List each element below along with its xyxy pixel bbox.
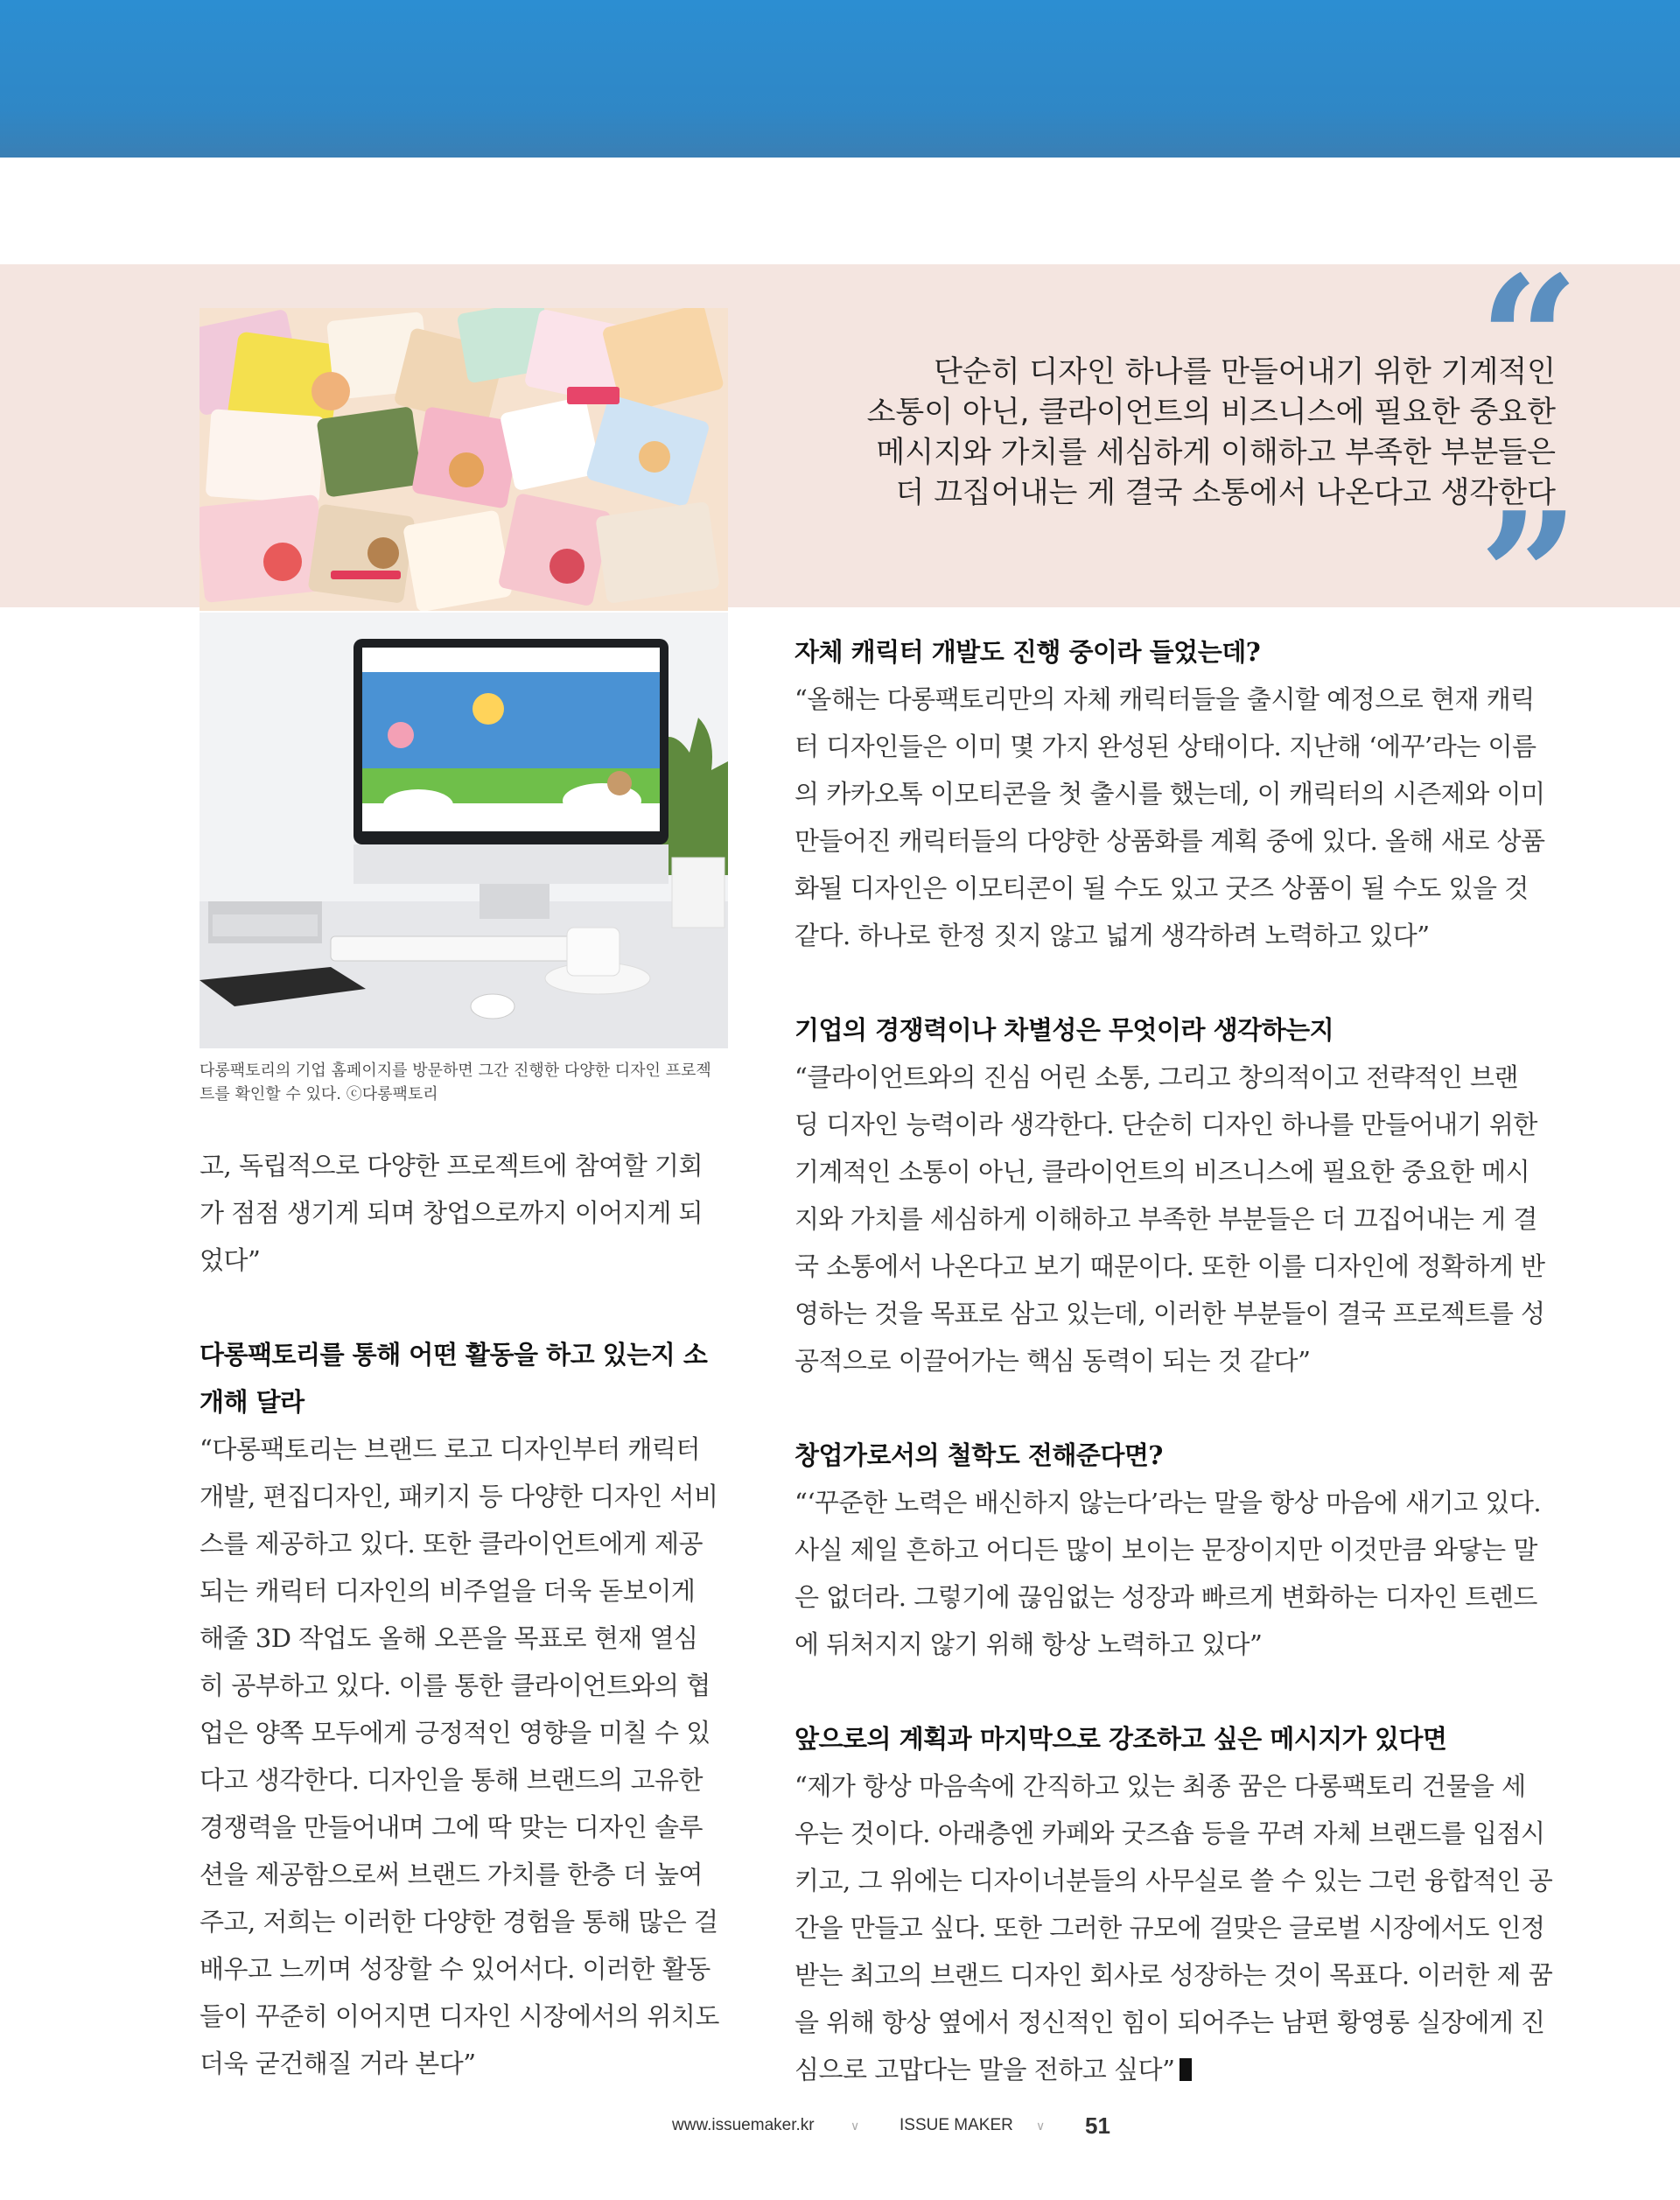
- body-line: 히 공부하고 있다. 이를 통한 클라이언트와의 협: [200, 1671, 710, 1700]
- body-line: 주고, 저희는 이러한 다양한 경험을 통해 많은 걸: [200, 1907, 718, 1937]
- body-line: 더욱 굳건해질 거라 본다”: [200, 2049, 476, 2078]
- body-line: 되는 캐릭터 디자인의 비주얼을 더욱 돋보이게: [200, 1576, 696, 1606]
- body-line-text: 심으로 고맙다는 말을 전하고 싶다”: [794, 2055, 1175, 2084]
- question-heading: 앞으로의 계획과 마지막으로 강조하고 싶은 메시지가 있다면: [794, 1724, 1447, 1754]
- body-line: 지와 가치를 세심하게 이해하고 부족한 부분들은 더 끄집어내는 게 결: [794, 1204, 1537, 1234]
- body-line: 딩 디자인 능력이라 생각한다. 단순히 디자인 하나를 만들어내기 위한: [794, 1110, 1537, 1139]
- body-line: 스를 제공하고 있다. 또한 클라이언트에게 제공: [200, 1529, 704, 1559]
- pull-quote-line: 메시지와 가치를 세심하게 이해하고 부족한 부분들은: [876, 435, 1556, 470]
- footer-magazine-name: ISSUE MAKER: [900, 2116, 1013, 2134]
- design-collage-illustration: [200, 308, 728, 611]
- body-line: 배우고 느끼며 성장할 수 있어서다. 이러한 활동: [200, 1954, 710, 1984]
- body-line-last: [794, 2046, 1556, 2093]
- body-line: 우는 것이다. 아래층엔 카페와 굿즈숍 등을 꾸려 자체 브랜드를 입점시: [794, 1818, 1545, 1848]
- body-line: 가 점점 생기게 되며 창업으로까지 이어지게 되: [200, 1198, 704, 1228]
- footer-separator: ∨: [850, 2119, 860, 2133]
- body-line: “제가 항상 마음속에 간직하고 있는 최종 꿈은 다롱팩토리 건물을 세: [794, 1771, 1526, 1801]
- left-column: [200, 1142, 728, 2087]
- caption-line: 트를 확인할 수 있다. ⓒ다롱팩토리: [200, 1085, 438, 1104]
- body-line: “올해는 다롱팩토리만의 자체 캐릭터들을 출시할 예정으로 현재 캐릭: [794, 684, 1535, 714]
- body-line: 화될 디자인은 이모티콘이 될 수도 있고 굿즈 상품이 될 수도 있을 것: [794, 873, 1529, 903]
- body-line: 고, 독립적으로 다양한 프로젝트에 참여할 기회: [200, 1151, 704, 1181]
- body-line: “‘꾸준한 노력은 배신하지 않는다’라는 말을 항상 마음에 새기고 있다.: [794, 1488, 1542, 1517]
- body-line: 었다”: [200, 1245, 261, 1275]
- body-line: “다롱팩토리는 브랜드 로고 디자인부터 캐릭터: [200, 1434, 700, 1464]
- design-collage-photo: [200, 308, 728, 611]
- body-line: 받는 최고의 브랜드 디자인 회사로 성장하는 것이 목표다. 이러한 제 꿈: [794, 1960, 1553, 1990]
- end-of-article-icon: [1180, 2058, 1192, 2081]
- page-number: 51: [1085, 2112, 1110, 2139]
- desk-monitor-photo: [200, 613, 728, 1048]
- question-heading: 다롱팩토리를 통해 어떤 활동을 하고 있는지 소: [200, 1340, 708, 1370]
- body-line: 은 없더라. 그렇기에 끊임없는 성장과 빠르게 변화하는 디자인 트렌드: [794, 1582, 1537, 1612]
- pull-quote: [821, 352, 1556, 513]
- caption-line: 다롱팩토리의 기업 홈페이지를 방문하면 그간 진행한 다양한 디자인 프로젝: [200, 1061, 711, 1080]
- body-line: 키고, 그 위에는 디자이너분들의 사무실로 쓸 수 있는 그런 융합적인 공: [794, 1866, 1553, 1895]
- desk-monitor-illustration: [200, 613, 728, 1048]
- right-column: [794, 628, 1556, 2093]
- page-footer: [0, 2109, 1680, 2144]
- body-line: 개발, 편집디자인, 패키지 등 다양한 디자인 서비: [200, 1482, 718, 1511]
- body-line: 의 카카오톡 이모티콘을 첫 출시를 했는데, 이 캐릭터의 시즌제와 이미: [794, 779, 1545, 809]
- body-line: 같다. 하나로 한정 짓지 않고 넓게 생각하려 노력하고 있다”: [794, 921, 1430, 950]
- open-quote-mark: “: [1479, 238, 1580, 444]
- body-line: 경쟁력을 만들어내며 그에 딱 맞는 디자인 솔루: [200, 1812, 704, 1842]
- body-line: 다고 생각한다. 디자인을 통해 브랜드의 고유한: [200, 1765, 704, 1795]
- body-line: 사실 제일 흔하고 어디든 많이 보이는 문장이지만 이것만큼 와닿는 말: [794, 1535, 1537, 1565]
- header-color-band: [0, 0, 1680, 158]
- question-heading: 기업의 경쟁력이나 차별성은 무엇이라 생각하는지: [794, 1015, 1334, 1045]
- body-line: 영하는 것을 목표로 삼고 있는데, 이러한 부분들이 결국 프로젝트를 성: [794, 1299, 1545, 1328]
- question-heading: 자체 캐릭터 개발도 진행 중이라 들었는데?: [794, 637, 1261, 667]
- body-line: 들이 꾸준히 이어지면 디자인 시장에서의 위치도: [200, 2001, 719, 2031]
- body-line: 간을 만들고 싶다. 또한 그러한 규모에 걸맞은 글로벌 시장에서도 인정: [794, 1913, 1545, 1943]
- pull-quote-line: 소통이 아닌, 클라이언트의 비즈니스에 필요한 중요한: [866, 395, 1556, 430]
- body-line: 기계적인 소통이 아닌, 클라이언트의 비즈니스에 필요한 중요한 메시: [794, 1157, 1530, 1187]
- body-line: 공적으로 이끌어가는 핵심 동력이 되는 것 같다”: [794, 1346, 1311, 1376]
- body-line: 해줄 3D 작업도 올해 오픈을 목표로 현재 열심: [200, 1623, 698, 1653]
- body-line: 터 디자인들은 이미 몇 가지 완성된 상태이다. 지난해 ‘에꾸’라는 이름: [794, 732, 1536, 761]
- footer-separator: ∨: [1036, 2119, 1046, 2133]
- question-heading: 개해 달라: [200, 1387, 304, 1417]
- footer-url: www.issuemaker.kr: [672, 2116, 815, 2134]
- question-heading: 창업가로서의 철학도 전해준다면?: [794, 1440, 1163, 1470]
- body-line: 에 뒤처지지 않기 위해 항상 노력하고 있다”: [794, 1629, 1263, 1659]
- body-line: 국 소통에서 나온다고 보기 때문이다. 또한 이를 디자인에 정확하게 반: [794, 1251, 1545, 1281]
- photo-caption: [200, 1059, 728, 1106]
- body-line: 만들어진 캐릭터들의 다양한 상품화를 계획 중에 있다. 올해 새로 상품: [794, 826, 1545, 856]
- body-line: 을 위해 항상 옆에서 정신적인 힘이 되어주는 남편 황영롱 실장에게 진: [794, 2007, 1545, 2037]
- close-quote-mark: ”: [1479, 474, 1580, 680]
- pull-quote-line: 더 끄집어내는 게 결국 소통에서 나온다고 생각한다: [895, 475, 1556, 510]
- body-line: 업은 양쪽 모두에게 긍정적인 영향을 미칠 수 있: [200, 1718, 710, 1748]
- pull-quote-line: 단순히 디자인 하나를 만들어내기 위한 기계적인: [934, 354, 1556, 389]
- body-line: 션을 제공함으로써 브랜드 가치를 한층 더 높여: [200, 1860, 704, 1889]
- body-line: “클라이언트와의 진심 어린 소통, 그리고 창의적이고 전략적인 브랜: [794, 1062, 1518, 1092]
